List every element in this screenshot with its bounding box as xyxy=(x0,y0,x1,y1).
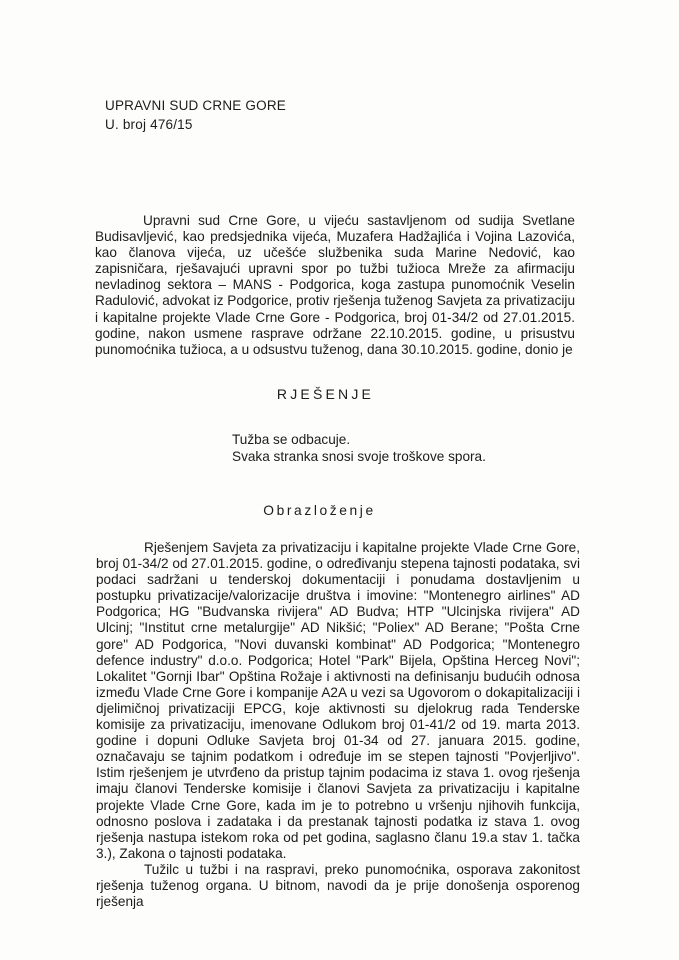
decision-line-2: Svaka stranka snosi svoje troškove spora. xyxy=(232,448,486,464)
decision-operative-part xyxy=(232,432,486,465)
reasoning-body xyxy=(96,540,580,910)
court-name: UPRAVNI SUD CRNE GORE xyxy=(105,98,286,113)
decision-line-1: Tužba se odbacuje. xyxy=(232,432,351,447)
reasoning-paragraph-2: Tužilc u tužbi i na raspravi, preko punomoćnika, osporava zakonitost rješenja tuženog organa. U bitnom, navodi da je prije donošenja osporenog rješenja xyxy=(96,861,580,910)
intro-paragraph: Upravni sud Crne Gore, u vijeću sastavljenom od sudija Svetlane Budisavljević, kao predsjednika vijeća, Muzafera Hadžajlića i Vojina Lazovića, kao članova vijeća, uz učešće službenika suda Marine Nedović, kao zapisničara, rješavajući upravni spor po tužbi tužioca Mreže za afirmaciju nevladinog sektora – MANS - Podgorica, koga zastupa punomoćnik Veselin Radulović, advokat iz Podgorice, protiv rješenja tuženog Savjeta za privatizaciju i kapitalne projekte Vlade Crne Gore - Podgorica, broj 01-34/2 od 27.01.2015. godine, nakon usmene rasprave održane 22.10.2015. godine, u prisustvu punomoćnika tužioca, a u odsustvu tuženog, dana 30.10.2015. godine, donio je xyxy=(95,213,575,357)
decision-heading: RJEŠENJE xyxy=(276,386,375,402)
reasoning-heading: Obrazloženje xyxy=(263,503,376,518)
reasoning-paragraph-1: Rješenjem Savjeta za privatizaciju i kapitalne projekte Vlade Crne Gore, broj 01-34/2 od 27.01.2015. godine, o određivanju stepena tajnosti podataka, svi podaci sadržani u tenderskoj dokumentaciji i ponudama dostavljenim u postupku privatizacije/valorizacije društva i imovine: "Montenegro airlines" AD Podgorica; HG "Budvanska rivijera" AD Budva; HTP "Ulcinjska rivijera" AD Ulcinj; "Institut crne metalurgije" AD Nikšić; "Poliex" AD Berane; "Pošta Crne gore" AD Podgorica, "Novi duvanski kombinat" AD Podgorica; "Montenegro defence industry" d.o.o. Podgorica; Hotel "Park" Bijela, Opština Herceg Novi"; Lokalitet "Gornji Ibar" Opština Rožaje i aktivnosti na definisanju budućih odnosa između Vlade Crne Gore i kompanije A2A u vezi sa Ugovorom o dokapitalizaciji i djelimičnoj privatizaciji EPCG, koje aktivnosti su djelokrug rada Tenderske komisije za privatizaciju, imenovane Odlukom broj 01-41/2 od 19. marta 2013. godine i dopuni Odluke Savjeta broj 01-34 od 27. januara 2015. godine, označavaju se tajnim podatkom i određuje im se stepen tajnosti "Povjerljivo". Istim rješenjem je utvrđeno da pristup tajnim podacima iz stava 1. ovog rješenja imaju članovi Tenderske komisije i članovi Savjeta za privatizaciju i kapitalne projekte Vlade Crne Gore, kada im je to potrebno u vršenju njihovih funkcija, odnosno poslova i zadataka i da prestanak tajnosti podatka iz stava 1. ovog rješenja nastupa istekom roka od pet godina, saglasno članu 19.a stav 1. tačka 3.), Zakona o tajnosti podataka. xyxy=(96,540,580,861)
case-number: U. broj 476/15 xyxy=(105,117,193,132)
